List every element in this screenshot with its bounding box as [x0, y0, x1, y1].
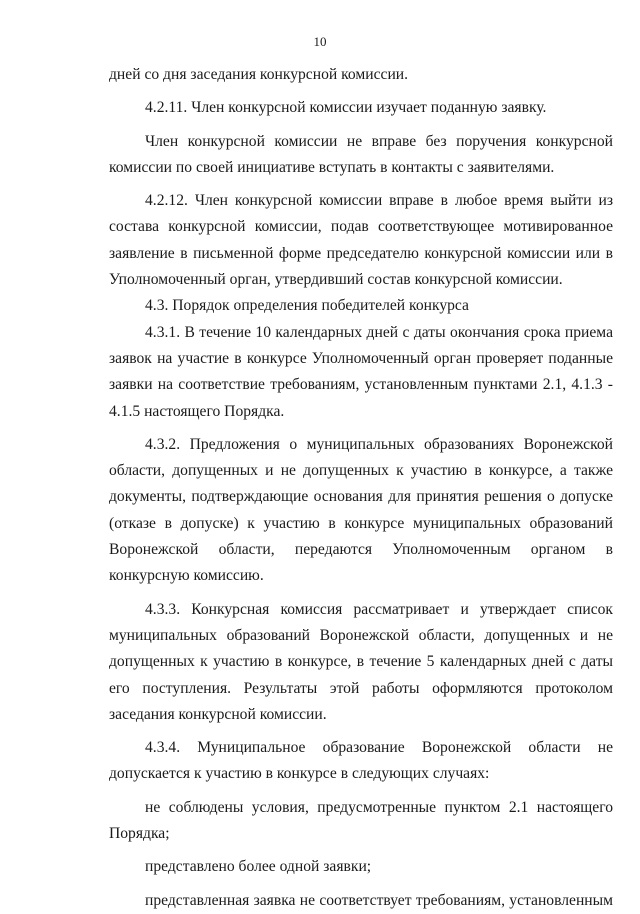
paragraph-4-3-3: 4.3.3. Конкурсная комиссия рассматривает и утверждает список муниципальных образований Воронежской области, допущенных и не допущенных к участию в конкурсе, в течение 5 календарных дней с даты его поступления. Результаты этой работы оформляются протоколом заседания конкурсной комиссии.: [109, 600, 613, 723]
list-item-requirements: представленная заявка не соответствует требованиям, установленным: [145, 891, 613, 909]
paragraph-4-3-4: 4.3.4. Муниципальное образование Воронежской области не допускается к участию в конкурсе в следующих случаях:: [109, 739, 613, 783]
paragraph-4-3-1: 4.3.1. В течение 10 календарных дней с даты окончания срока приема заявок на участие в конкурсе Уполномоченный орган проверяет поданные заявки на соответствие требованиям, установленным пунктами 2.1, 4.1.3 - 4.1.5 настоящего Порядка.: [109, 323, 613, 420]
paragraph-continuation: дней со дня заседания конкурсной комиссии.: [109, 66, 409, 83]
page-number: 10: [313, 34, 327, 49]
section-heading-4-3: 4.3. Порядок определения победителей конкурса: [145, 297, 469, 315]
list-item-multiple-applications: представлено более одной заявки;: [145, 858, 372, 876]
document-body: [109, 62, 613, 914]
paragraph-4-3-2: 4.3.2. Предложения о муниципальных образованиях Воронежской области, допущенных и не допущенных к участию в конкурсе, а также документы, подтверждающие основания для принятия решения о допуске (отказе в допуске) к участию в конкурсе муниципальных образований Воронежской области, передаются Уполномоченным органом в конкурсную комиссию.: [109, 435, 613, 585]
list-item-conditions: не соблюдены условия, предусмотренные пунктом 2.1 настоящего Порядка;: [109, 798, 613, 843]
paragraph-4-2-12: 4.2.12. Член конкурсной комиссии вправе в любое время выйти из состава конкурсной комиссии, подав соответствующее мотивированное заявление в письменной форме председателю конкурсной комиссии или в Уполномоченный орган, утвердивший состав конкурсной комиссии.: [109, 192, 613, 289]
paragraph-4-2-11: 4.2.11. Член конкурсной комиссии изучает поданную заявку.: [145, 99, 547, 117]
paragraph-member-restriction: Член конкурсной комиссии не вправе без поручения конкурсной комиссии по своей инициативе вступать в контакты с заявителями.: [109, 132, 613, 176]
